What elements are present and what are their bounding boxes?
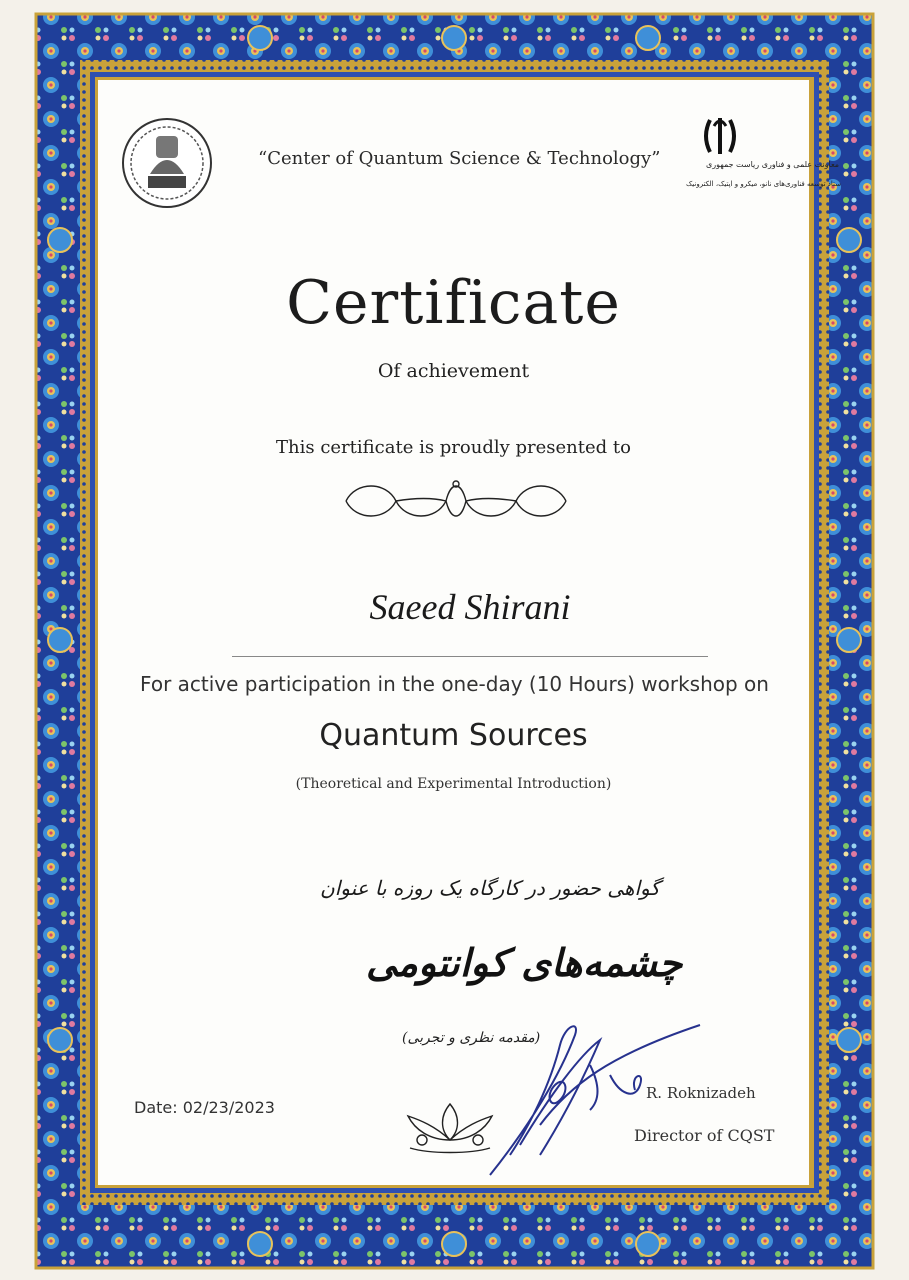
university-emblem-icon [120, 116, 214, 210]
workshop-topic: Quantum Sources [319, 718, 588, 753]
vice-presidency-logo [680, 114, 760, 164]
certificate-title: Certificate [286, 268, 621, 338]
recipient-underline [232, 656, 708, 657]
persian-workshop-title: چشمه‌های کوانتومی [366, 940, 683, 985]
signer-name: R. Roknizadeh [646, 1084, 756, 1102]
workshop-topic-subtitle: (Theoretical and Experimental Introduction) [295, 776, 612, 792]
certificate-subtitle: Of achievement [377, 360, 530, 382]
flourish-ornament-icon [336, 476, 576, 526]
signer-title: Director of CQST [634, 1126, 775, 1145]
persian-attendance-text: گواهی حضور در کارگاه یک روزه با عنوان [320, 876, 660, 900]
university-logo [120, 116, 214, 214]
center-name: “Center of Quantum Science & Technology” [258, 148, 661, 169]
presented-to-text: This certificate is proudly presented to [276, 437, 631, 458]
iran-emblem-icon [680, 114, 760, 160]
participation-text: For active participation in the one-day (10 Hours) workshop on [140, 672, 769, 696]
recipient-name: Saeed Shirani [369, 587, 571, 627]
vice-presidency-sub: ستاد توسعه فناوری‌های نانو، میکرو و اپتیک، الکترونیک [686, 180, 842, 188]
persian-workshop-subtitle: (مقدمه نظری و تجربی) [402, 1030, 541, 1046]
vice-presidency-name: معاونت علمی و فناوری ریاست جمهوری [706, 160, 840, 169]
certificate-date: Date: 02/23/2023 [134, 1098, 275, 1117]
